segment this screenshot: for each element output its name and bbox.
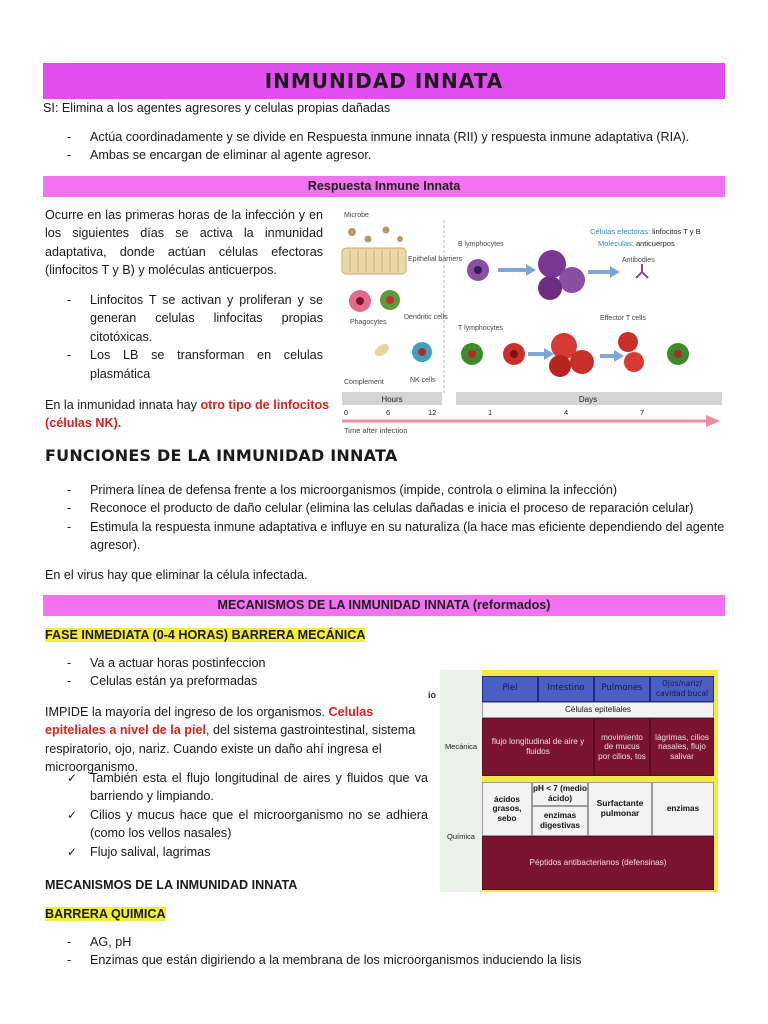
phase-highlight: FASE INMEDIATA (0-4 HORAS) BARRERA MECÁNICA	[45, 628, 366, 642]
note-anticuerpos: anticuerpos	[633, 239, 675, 248]
microbe-label: Microbe	[344, 212, 369, 219]
cell-surfactante: Surfactante pulmonar	[588, 782, 652, 836]
cell-acidos-grasos: ácidos grasos, sebo	[482, 782, 532, 836]
cell-ph: pH < 7 (medio ácido)	[532, 782, 588, 806]
antibodies-label: Antibodies	[622, 257, 655, 264]
barriers-table	[440, 670, 718, 892]
list-item: - Estimula la respuesta inmune adaptativa e influye en su naturaliza (la hace mas eficiente dependiendo del agente agresor).	[45, 518, 725, 555]
impide-red: Celulas epiteliales a nivel de la piel	[45, 705, 374, 738]
header-ojos: Ojos/nariz/ cavidad bucal	[650, 676, 714, 702]
list-item: ✓ También esta el flujo longitudinal de aires y fluidos que va barriendo y limpiando.	[45, 769, 428, 806]
header-piel: Piel	[482, 676, 538, 702]
t-lymph-label: T lymphocytes	[458, 325, 503, 332]
list-item: - Linfocitos T se activan y proliferan y se generan celulas linfocitas propias citotóxicas.	[45, 291, 323, 346]
svg-text:Moléculas: anticuerpos	[598, 239, 675, 248]
days-label: Days	[578, 395, 598, 404]
nk-prefix: En la inmunidad innata hay	[45, 398, 201, 412]
tick-6: 6	[386, 408, 391, 417]
header-pulmones: Pulmones	[594, 676, 650, 702]
tick-0: 0	[344, 408, 349, 417]
tick-1: 1	[488, 408, 493, 417]
complement-label: Complement	[344, 379, 384, 386]
section2-heading: FUNCIONES DE LA INMUNIDAD INNATA	[45, 446, 398, 465]
nk-label: NK cells	[410, 377, 436, 384]
cell-flujo-longitudinal: flujo longitudinal de aire y fluidos	[482, 718, 594, 776]
tick-7: 7	[640, 408, 645, 417]
header-celulas-epiteliales: Células epiteliales	[482, 702, 714, 718]
phagocytes-label: Phagocytes	[350, 319, 387, 326]
section2-list	[45, 481, 725, 555]
dendritic-label: Dendritic cells	[404, 314, 448, 321]
list-item: - AG, pH	[45, 933, 735, 951]
table-corner-text: io	[428, 690, 436, 700]
list-item: - Actúa coordinadamente y se divide en Respuesta inmune innata (RII) y respuesta inmune adaptativa (RIA).	[45, 128, 725, 146]
epithelial-label: Epithelial barriers	[408, 256, 463, 263]
list-item: - Celulas están ya preformadas	[45, 672, 425, 690]
intro-lead: SI: Elimina a los agentes agresores y celulas propias dañadas	[43, 101, 391, 115]
immune-response-illustration	[338, 206, 726, 438]
cell-enzimas-digestivas: enzimas digestivas	[532, 806, 588, 836]
immune-response-figure	[338, 206, 726, 438]
note-efectoras: Células efectoras:	[590, 227, 651, 236]
list-item: - Primera línea de defensa frente a los microorganismos (impide, controla o elimina la infección)	[45, 481, 725, 499]
virus-note: En el virus hay que eliminar la célula infectada.	[45, 568, 308, 582]
intro-list	[45, 128, 725, 165]
list-item: - Va a actuar horas postinfeccion	[45, 654, 425, 672]
impide-paragraph	[45, 703, 427, 777]
page-title: INMUNIDAD INNATA	[43, 63, 725, 99]
row-label-quimica: Química	[440, 782, 482, 892]
tick-4: 4	[564, 408, 569, 417]
nk-red-text: otro tipo de linfocitos (células NK).	[45, 398, 330, 431]
check-list	[45, 769, 428, 861]
list-item: ✓ Flujo salival, lagrimas	[45, 843, 428, 861]
list-item: ✓ Cilios y mucus hace que el microorganismo no se adhiera (como los vellos nasales)	[45, 806, 428, 843]
section-band-mecanismos: MECANISMOS DE LA INMUNIDAD INNATA (reformados)	[43, 595, 725, 616]
cell-enzimas: enzimas	[652, 782, 714, 836]
cell-movimiento-mucus: movimiento de mucus por cilios, tos	[594, 718, 650, 776]
note-moleculas: Moléculas:	[598, 239, 634, 248]
note-linfocitos: linfocitos T y B	[650, 227, 701, 236]
cell-peptidos: Péptidos antibacterianos (defensinas)	[482, 836, 714, 890]
section-band-respuesta: Respuesta Inmune Innata	[43, 176, 725, 197]
svg-text:Células efectoras: linfocitos	[590, 227, 701, 236]
chem-highlight: BARRERA QUIMICA	[45, 907, 166, 921]
impide-suffix: , del sistema gastrointestinal, sistema respiratorio, ojo, nariz. Cuando existe un daño ahí ingresa el microorganismo.	[45, 723, 416, 775]
time-label: Time after infection	[344, 426, 408, 435]
effector-label: Effector T cells	[600, 315, 646, 322]
row-label-mecanica: Mecánica	[440, 718, 482, 776]
impide-prefix: IMPIDE la mayoría del ingreso de los organismos.	[45, 705, 329, 719]
section1-list	[45, 291, 323, 383]
b-lymph-label: B lymphocytes	[458, 241, 504, 248]
nk-note	[45, 396, 335, 433]
phase-list	[45, 654, 425, 691]
mechanisms-subtitle: MECANISMOS DE LA INMUNIDAD INNATA	[45, 878, 298, 892]
tick-12: 12	[428, 408, 437, 417]
chem-list	[45, 933, 735, 970]
hours-label: Hours	[381, 395, 403, 404]
list-item: - Enzimas que están digiriendo a la membrana de los microorganismos induciendo la lisis	[45, 951, 735, 969]
list-item: - Los LB se transforman en celulas plasmática	[45, 346, 323, 383]
header-intestino: Intestino	[538, 676, 594, 702]
section1-paragraph: Ocurre en las primeras horas de la infección y en los siguientes días se activa la inmunidad adaptativa, donde actúan células efectoras (linfocitos T y B) y moléculas anticuerpos.	[45, 208, 323, 278]
cell-lagrimas: lágrimas, cilios nasales, flujo salivar	[650, 718, 714, 776]
phase-heading	[45, 626, 365, 644]
chem-heading	[45, 905, 166, 923]
list-item: - Reconoce el producto de daño celular (elimina las celulas dañadas e inicia el proceso de reparación celular)	[45, 499, 725, 517]
list-item: - Ambas se encargan de eliminar al agente agresor.	[45, 146, 725, 164]
